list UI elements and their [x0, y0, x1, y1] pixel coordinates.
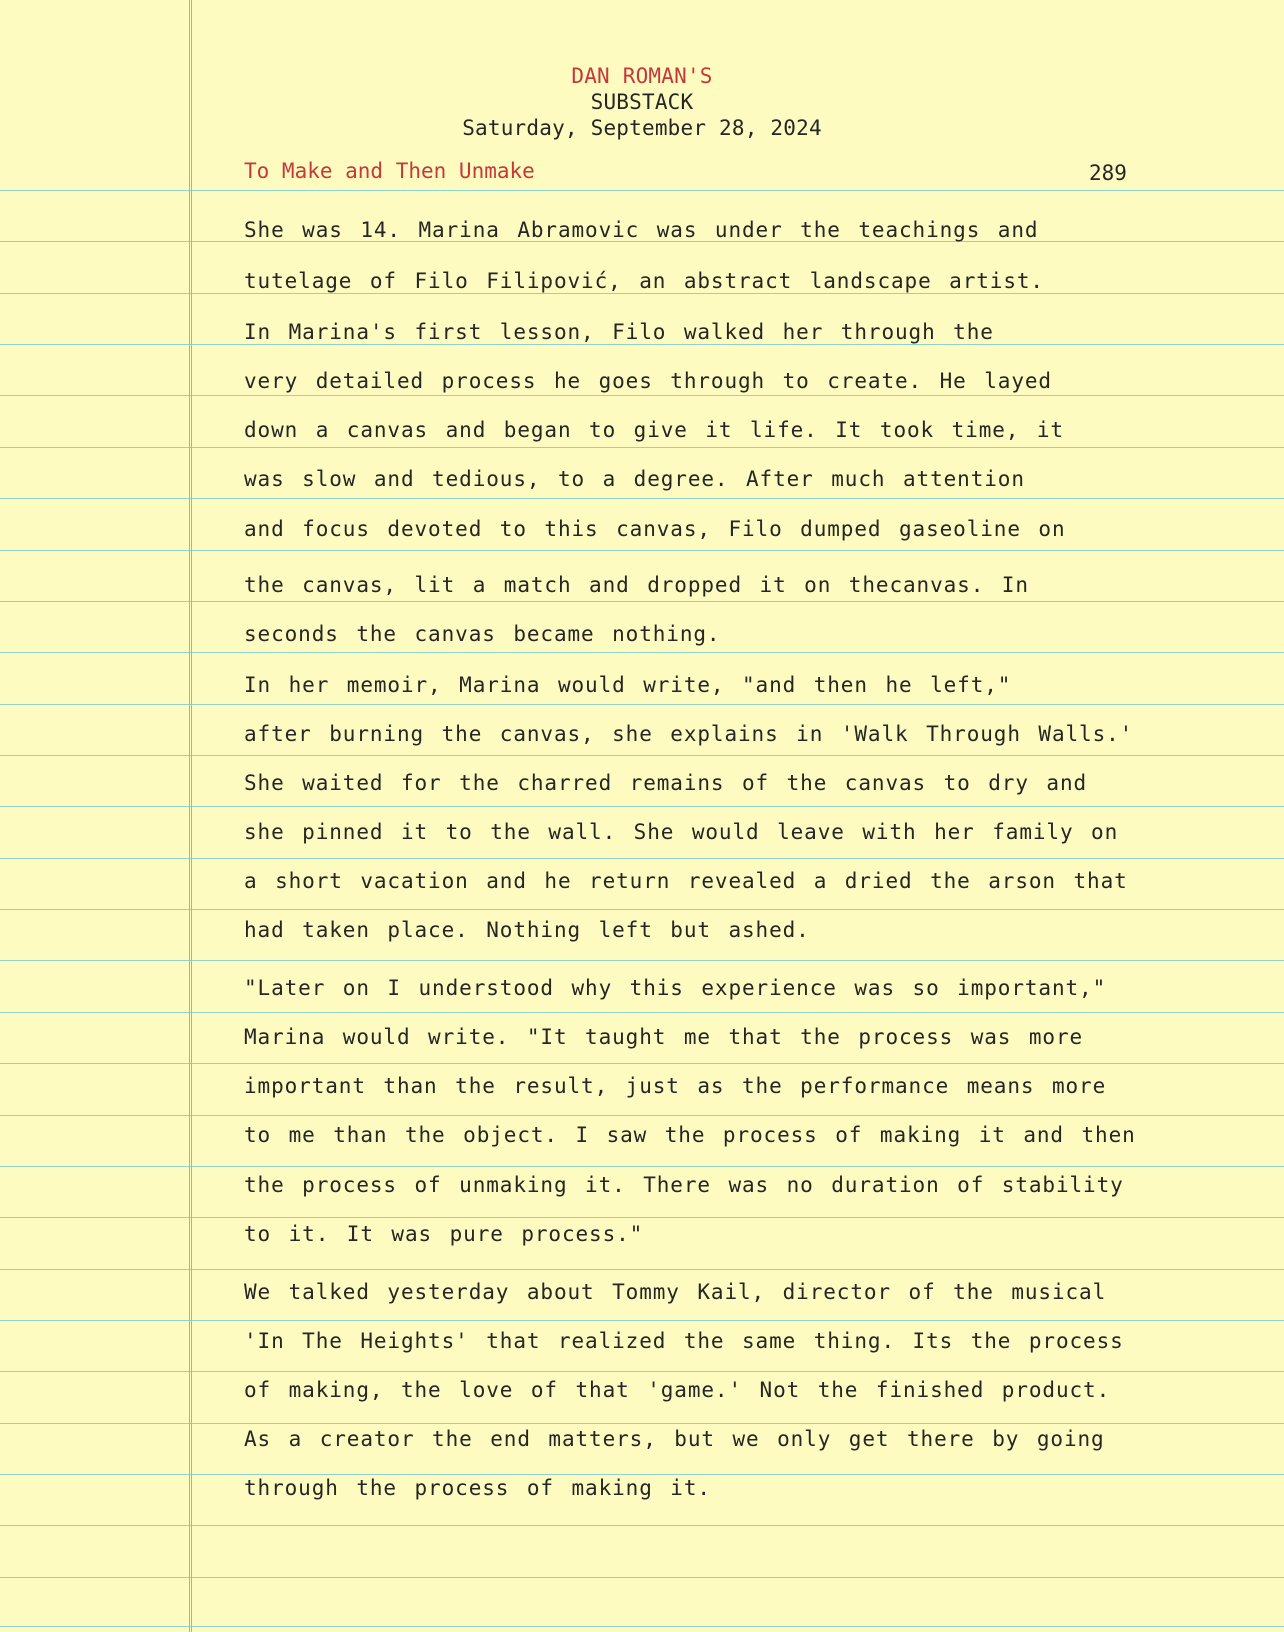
- body-line: In Marina's first lesson, Filo walked her through the: [244, 320, 994, 344]
- ruled-line: [0, 1115, 1284, 1116]
- ruled-line: [0, 806, 1284, 807]
- body-line: important than the result, just as the performance means more: [244, 1074, 1107, 1098]
- ruled-line: [0, 1577, 1284, 1578]
- header-publication: SUBSTACK: [590, 90, 694, 114]
- ruled-line: [0, 395, 1284, 396]
- body-line: We talked yesterday about Tommy Kail, director of the musical: [244, 1280, 1107, 1304]
- body-line: As a creator the end matters, but we only get there by going: [244, 1427, 1105, 1451]
- ruled-line: [0, 344, 1284, 345]
- body-line: to me than the object. I saw the process of making it and then: [244, 1123, 1136, 1147]
- body-line: down a canvas and began to give it life. It took time, it: [244, 418, 1064, 442]
- body-line: and focus devoted to this canvas, Filo dumped gaseoline on: [244, 517, 1066, 541]
- ruled-line: [0, 498, 1284, 499]
- body-line: through the process of making it.: [244, 1476, 711, 1500]
- body-line: seconds the canvas became nothing.: [244, 622, 721, 646]
- ruled-line: [0, 550, 1284, 551]
- ruled-line: [0, 1217, 1284, 1218]
- margin-line: [189, 0, 192, 1632]
- body-line: She waited for the charred remains of the canvas to dry and: [244, 771, 1088, 795]
- body-line: she pinned it to the wall. She would leave with her family on: [244, 820, 1119, 844]
- body-line: was slow and tedious, to a degree. After much attention: [244, 467, 1025, 491]
- ruled-line: [0, 704, 1284, 705]
- body-line: a short vacation and he return revealed a dried the arson that: [244, 869, 1128, 893]
- ruled-line: [0, 1012, 1284, 1013]
- body-line: tutelage of Filo Filipović, an abstract landscape artist.: [244, 269, 1044, 293]
- header-author: DAN ROMAN'S: [571, 64, 713, 88]
- ruled-line: [0, 1063, 1284, 1064]
- ruled-line: [0, 293, 1284, 294]
- ruled-line: [0, 447, 1284, 448]
- ruled-line: [0, 1371, 1284, 1372]
- body-line: very detailed process he goes through to create. He layed: [244, 369, 1052, 393]
- ruled-line: [0, 1474, 1284, 1475]
- ruled-line: [0, 1320, 1284, 1321]
- page-number: 289: [1089, 161, 1127, 185]
- body-line: In her memoir, Marina would write, "and then he left,": [244, 673, 1012, 697]
- article-title: To Make and Then Unmake: [244, 159, 535, 183]
- header-date: Saturday, September 28, 2024: [462, 116, 822, 140]
- ruled-line: [0, 909, 1284, 910]
- ruled-line: [0, 190, 1284, 191]
- ruled-line: [0, 652, 1284, 653]
- body-line: "Later on I understood why this experience was so important,": [244, 976, 1107, 1000]
- ruled-line: [0, 1166, 1284, 1167]
- body-line: 'In The Heights' that realized the same thing. Its the process: [244, 1329, 1124, 1353]
- body-line: after burning the canvas, she explains in 'Walk Through Walls.': [244, 722, 1134, 746]
- body-line: the canvas, lit a match and dropped it on thecanvas. In: [244, 573, 1029, 597]
- body-line: She was 14. Marina Abramovic was under the teachings and: [244, 218, 1039, 242]
- ruled-line: [0, 858, 1284, 859]
- ruled-line: [0, 1525, 1284, 1526]
- body-line: had taken place. Nothing left but ashed.: [244, 918, 810, 942]
- ruled-line: [0, 1269, 1284, 1270]
- ruled-line: [0, 1423, 1284, 1424]
- body-line: Marina would write. "It taught me that the process was more: [244, 1025, 1084, 1049]
- ruled-line: [0, 1626, 1284, 1627]
- ruled-line: [0, 601, 1284, 602]
- ruled-line: [0, 960, 1284, 961]
- ruled-line: [0, 755, 1284, 756]
- body-line: of making, the love of that 'game.' Not the finished product.: [244, 1378, 1111, 1402]
- body-line: the process of unmaking it. There was no duration of stability: [244, 1173, 1124, 1197]
- body-line: to it. It was pure process.": [244, 1222, 644, 1246]
